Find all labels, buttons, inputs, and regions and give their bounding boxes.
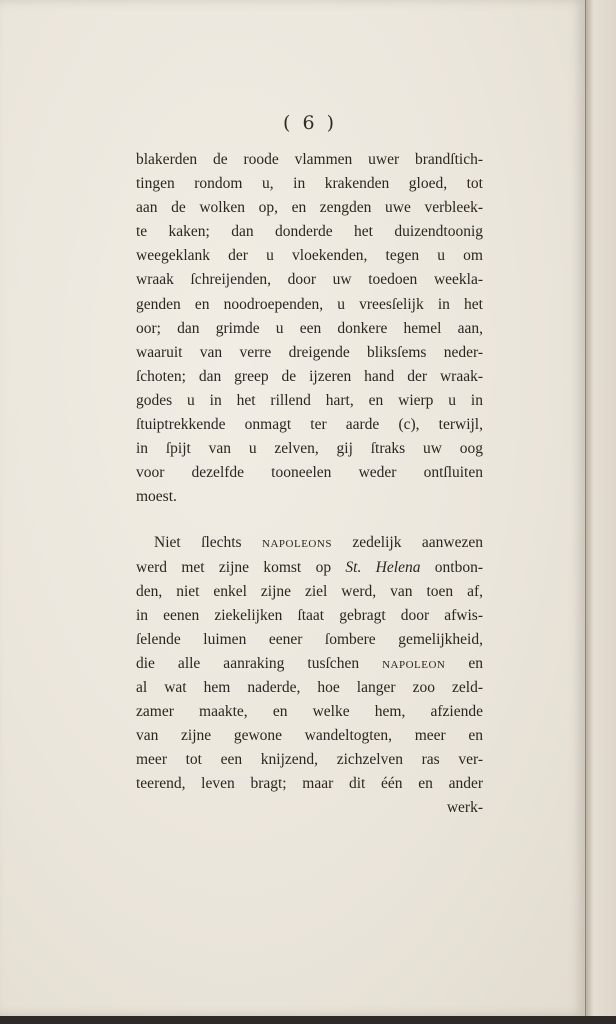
- small-caps-name: napoleon: [382, 654, 446, 672]
- text-line: meer tot een knijzend, zichzelven ras ver-: [136, 751, 483, 769]
- text-line: godes u in het rillend hart, en wierp u in: [136, 391, 483, 409]
- text-line: wraak ſchreijenden, door uw toedoen weekla-: [136, 271, 483, 289]
- small-caps-name: napoleons: [262, 534, 332, 552]
- text-line: weegeklank der u vloekenden, tegen u om: [136, 247, 483, 265]
- text-line: den, niet enkel zijne ziel werd, van toen af,: [136, 582, 483, 600]
- text-line: in ſpijt van u zelven, gij ſtraks uw oog: [136, 440, 483, 458]
- text-line: ſtuiptrekkende onmagt ter aarde (c), terwijl,: [136, 416, 483, 434]
- text-line: zamer maakte, en welke hem, afziende: [136, 703, 483, 721]
- text-line: oor; dan grimde u een donkere hemel aan,: [136, 319, 483, 337]
- page-text: [136, 148, 483, 821]
- text-line: [136, 652, 483, 676]
- text-line: teerend, leven bragt; maar dit één en ander: [136, 775, 483, 793]
- text-line: al wat hem naderde, hoe langer zoo zeld-: [136, 678, 483, 696]
- text-line: waaruit van verre dreigende bliksſems neder-: [136, 343, 483, 361]
- text-line: genden en noodroependen, u vreesſelijk in het: [136, 295, 483, 313]
- text-line: voor dezelfde tooneelen weder ontſluiten: [136, 464, 483, 482]
- page-number: ( 6 ): [283, 112, 337, 134]
- adjacent-page-edge: [585, 0, 616, 1024]
- text-run: Niet ſlechts: [154, 534, 263, 552]
- text-line: tingen rondom u, in krakenden gloed, tot: [136, 175, 483, 193]
- scan-bottom-edge: [0, 1016, 616, 1024]
- text-line: aan de wolken op, en zengden uwe verbleek-: [136, 199, 483, 217]
- text-run: werd met zijne komst op: [136, 558, 346, 576]
- paragraph-gap: [136, 509, 483, 531]
- text-line: [136, 531, 483, 555]
- text-run: zedelijk aanwezen: [331, 534, 483, 552]
- text-run: ontbon-: [420, 558, 484, 576]
- text-line: te kaken; dan donderde het duizendtoonig: [136, 223, 483, 241]
- text-line: ſchoten; dan greep de ijzeren hand der wraak-: [136, 367, 483, 385]
- catchword: werk-: [446, 799, 483, 817]
- text-line: ſelende luimen eener ſombere gemelijkheid,: [136, 630, 483, 648]
- italic-place-name: St. Helena: [345, 558, 421, 576]
- text-run: en: [445, 654, 483, 672]
- text-line: in eenen ziekelijken ſtaat gebragt door afwis-: [136, 606, 483, 624]
- text-line: blakerden de roode vlammen uwer brandſtich-: [136, 151, 483, 168]
- text-line: [136, 556, 483, 580]
- text-line: moest.: [136, 488, 177, 506]
- text-run: die alle aanraking tusſchen: [136, 654, 383, 672]
- text-line: van zijne gewone wandeltogten, meer en: [136, 727, 483, 745]
